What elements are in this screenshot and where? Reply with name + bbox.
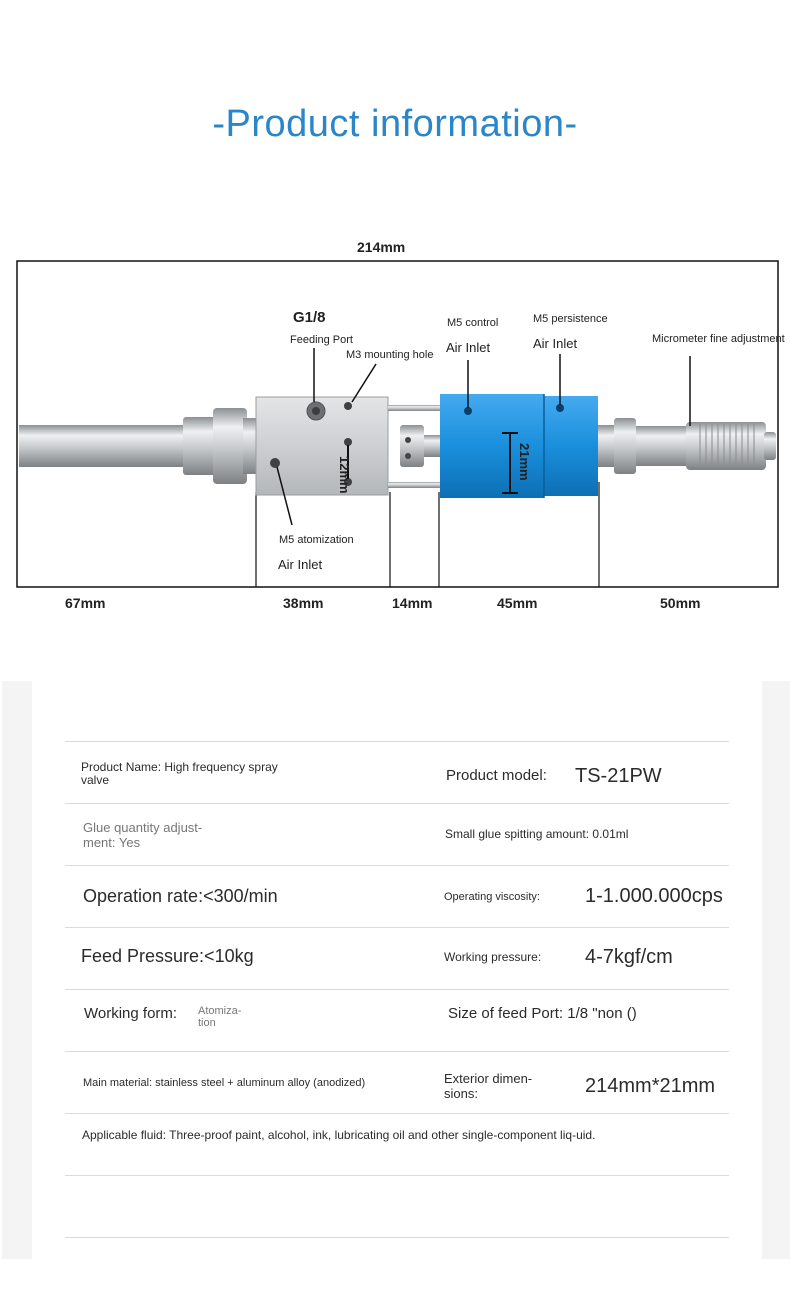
segment-label: 67mm — [65, 595, 106, 611]
segment-label: 38mm — [283, 595, 324, 611]
main-material: Main material: stainless steel + aluminum alloy (anodized) — [83, 1077, 366, 1089]
working-form-value: Atomiza-tion — [198, 1005, 242, 1029]
product-name: Product Name: High frequency spray valve — [81, 760, 278, 787]
segment-label: 45mm — [497, 595, 538, 611]
dimension-frame — [17, 261, 778, 587]
working-pressure-label: Working pressure: — [444, 950, 542, 964]
segment-label: 50mm — [660, 595, 701, 611]
working-form-label: Working form: — [84, 1005, 178, 1022]
row-divider — [65, 1113, 729, 1114]
blue-body-rear — [544, 396, 598, 496]
feed-port-size: Size of feed Port: 1/8 "non () — [448, 1005, 637, 1022]
air-inlet-persistence-label: Air Inlet — [533, 336, 578, 351]
small-glue-amount: Small glue spitting amount: 0.01ml — [445, 827, 629, 841]
operation-rate: Operation rate:<300/min — [83, 886, 278, 906]
page-title: -Product information- — [212, 103, 578, 145]
feed-pressure: Feed Pressure:<10kg — [81, 946, 254, 966]
m3-mounting-label: M3 mounting hole — [346, 349, 434, 361]
air-inlet-atomization-label: Air Inlet — [278, 557, 323, 572]
air-inlet-control-label: Air Inlet — [446, 340, 491, 355]
viscosity-value: 1-1.000.000cps — [585, 885, 723, 907]
micrometer-knurl — [614, 418, 636, 474]
m5-persistence-label: M5 persistence — [533, 313, 608, 325]
row-divider — [65, 803, 729, 804]
row-divider — [65, 927, 729, 928]
viscosity-label: Operating viscosity: — [444, 891, 540, 903]
micrometer-label: Micrometer fine adjustment — [652, 333, 785, 345]
m5-atomization-label: M5 atomization — [279, 534, 354, 546]
row-divider — [65, 989, 729, 990]
product-model-label: Product model: — [446, 767, 547, 784]
row-divider — [65, 865, 729, 866]
m5-control-label: M5 control — [447, 317, 499, 329]
glue-quantity-adjustment: Glue quantity adjust-ment: Yes — [83, 820, 203, 850]
exterior-dimensions-label: Exterior dimen-sions: — [444, 1071, 533, 1101]
micrometer-sleeve — [636, 426, 690, 466]
row-divider — [65, 1051, 729, 1052]
dim-12mm-label: 12mm — [337, 456, 352, 494]
product-model-value: TS-21PW — [575, 765, 662, 787]
row-divider — [65, 741, 729, 742]
row-divider — [65, 1237, 729, 1238]
exterior-dimensions-value: 214mm*21mm — [585, 1075, 716, 1097]
nozzle-collar — [183, 417, 217, 475]
row-divider — [65, 1175, 729, 1176]
product-diagram — [0, 230, 790, 630]
segment-label: 14mm — [392, 595, 433, 611]
dim-21mm-label: 21mm — [517, 443, 532, 481]
feeding-port-label: Feeding Port — [290, 334, 353, 346]
nozzle-nut — [213, 408, 247, 484]
valve-drawing — [0, 230, 790, 630]
adjust-nut — [400, 425, 424, 467]
working-pressure-value: 4-7kgf/cm — [585, 946, 673, 968]
total-length-label: 214mm — [357, 239, 406, 255]
nozzle-tube — [19, 425, 187, 467]
applicable-fluid: Applicable fluid: Three-proof paint, alcohol, ink, lubricating oil and other single-component liq-uid. — [82, 1128, 596, 1142]
g18-label: G1/8 — [293, 309, 326, 326]
